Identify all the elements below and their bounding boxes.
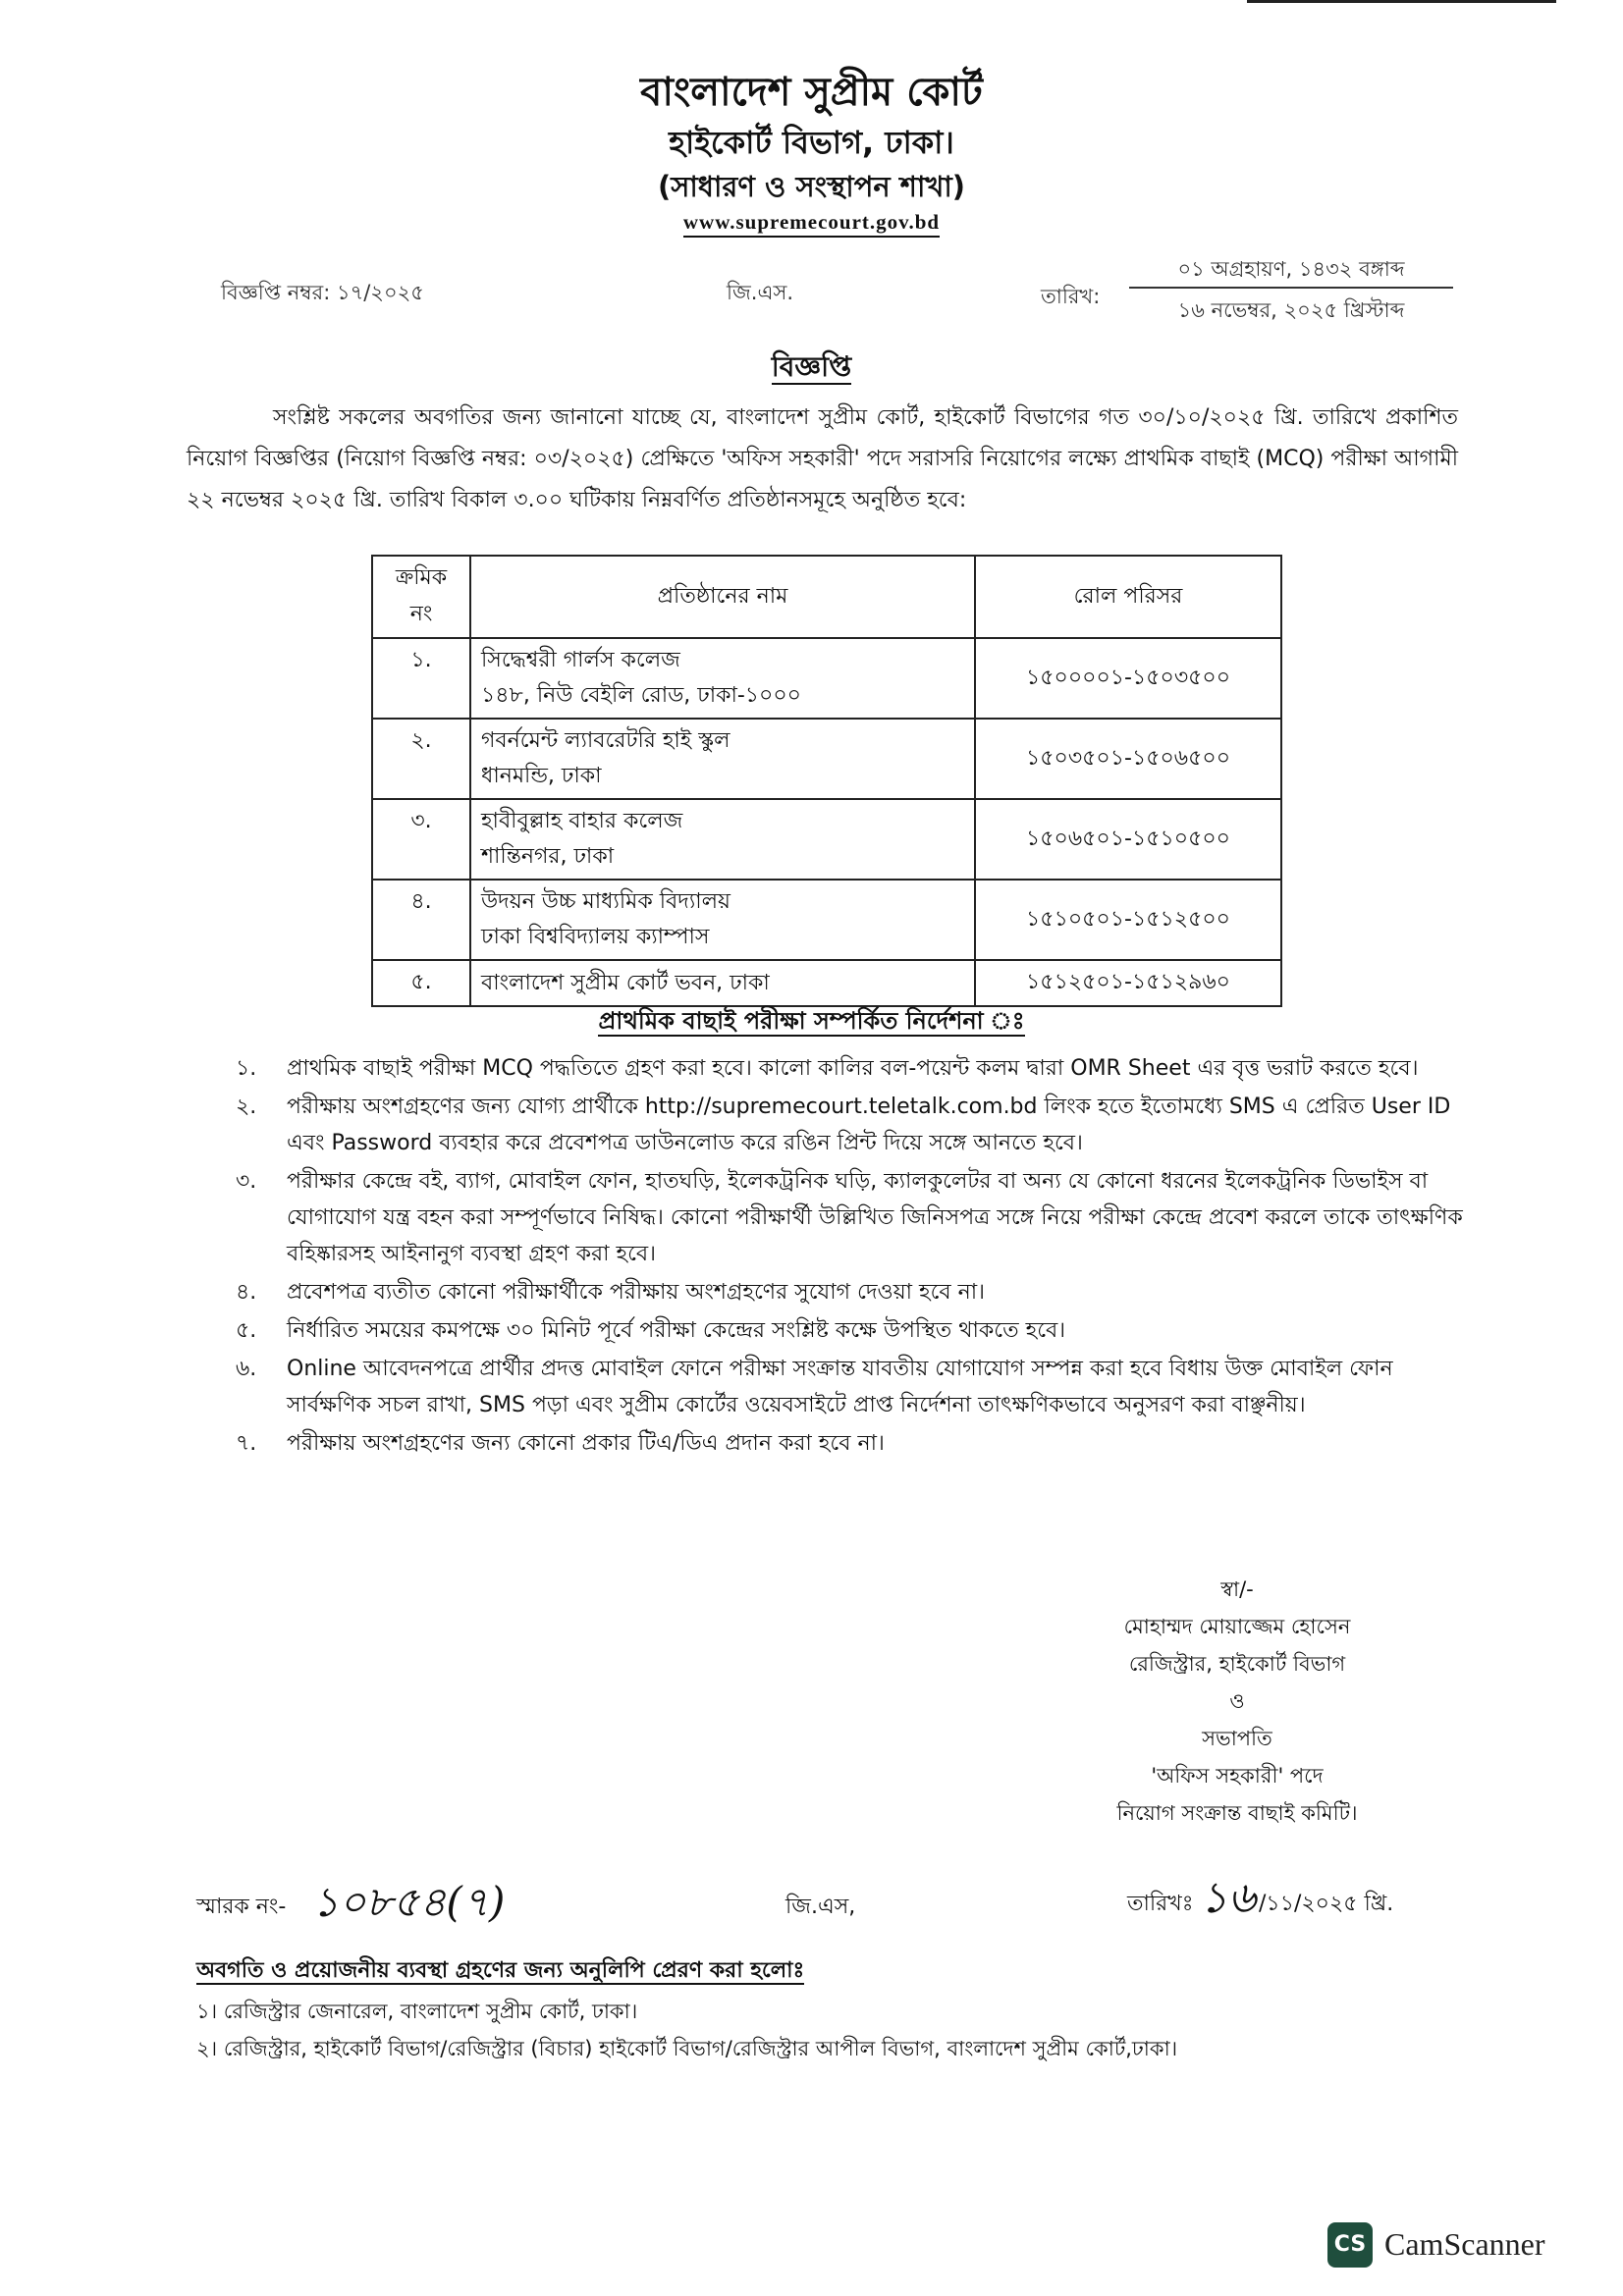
row-serial: ৫. bbox=[372, 960, 470, 1006]
memo-date-label: তারিখঃ bbox=[1127, 1892, 1194, 1916]
venue-table-header-row bbox=[372, 556, 1281, 638]
table-row bbox=[372, 799, 1281, 880]
instructions-title bbox=[0, 1003, 1623, 1042]
row-roll-range: ১৫১০৫০১-১৫১২৫০০ bbox=[975, 880, 1281, 960]
notice-date-english: ১৬ নভেম্বর, ২০২৫ খ্রিস্টাব্দ bbox=[1177, 298, 1405, 322]
item-number: ৭. bbox=[236, 1431, 257, 1456]
item-number: ২. bbox=[236, 1095, 257, 1119]
table-row bbox=[372, 638, 1281, 719]
item-text: প্রবেশপত্র ব্যতীত কোনো পরীক্ষার্থীকে পরীক্ষায় অংশগ্রহণের সুযোগ দেওয়া হবে না। bbox=[287, 1280, 986, 1305]
signatory-designation: রেজিস্ট্রার, হাইকোর্ট বিভাগ bbox=[1128, 1652, 1346, 1676]
item-text: নির্ধারিত সময়ের কমপক্ষে ৩০ মিনিট পূর্বে পরীক্ষা কেন্দ্রের সংশ্লিষ্ট কক্ষে উপস্থিত থাকতে হবে। bbox=[287, 1318, 1066, 1343]
list-item bbox=[236, 1312, 1463, 1349]
row-venue bbox=[470, 638, 975, 719]
col-venue-name: প্রতিষ্ঠানের নাম bbox=[470, 556, 975, 638]
table-row bbox=[372, 719, 1281, 799]
item-text: পরীক্ষায় অংশগ্রহণের জন্য যোগ্য প্রার্থীকে http://supremecourt.teletalk.com.bd লিংক হতে ইতোমধ্যে SMS এ প্রেরিত User ID এবং Password ব্যবহার করে প্রবেশপত্র ডাউনলোড করে রঙিন প্রিন্ট দিয়ে সঙ্গে আনতে হবে। bbox=[287, 1095, 1451, 1155]
memo-number-handwritten: ১০৮৫৪(৭) bbox=[312, 1878, 506, 1926]
table-row bbox=[372, 880, 1281, 960]
date-divider bbox=[1129, 287, 1453, 289]
item-text: Online আবেদনপত্রে প্রার্থীর প্রদত্ত মোবাইল ফোনে পরীক্ষা সংক্রান্ত যাবতীয় যোগাযোগ সম্পন্ন করা হবে বিধায় উক্ত মোবাইল ফোন সার্বক্ষণিক সচল রাখা, SMS পড়া এবং সুপ্রীম কোর্টের ওয়েবসাইটে প্রাপ্ত নির্দেশনা তাৎক্ষণিকভাবে অনুসরণ করা বাঞ্ছনীয়। bbox=[287, 1357, 1393, 1417]
item-number: ৬. bbox=[236, 1357, 257, 1381]
row-roll-range: ১৫০৩৫০১-১৫০৬৫০০ bbox=[975, 719, 1281, 799]
camscanner-text: CamScanner bbox=[1384, 2226, 1545, 2262]
instructions-title-text: প্রাথমিক বাছাই পরীক্ষা সম্পর্কিত নির্দেশনা ঃ bbox=[598, 1007, 1025, 1035]
list-item bbox=[236, 1274, 1463, 1310]
row-roll-range: ১৫০০০০১-১৫০৩৫০০ bbox=[975, 638, 1281, 719]
section-name: (সাধারণ ও সংস্থাপন শাখা) bbox=[657, 170, 966, 203]
division-name: হাইকোর্ট বিভাগ, ঢাকা। bbox=[669, 124, 954, 161]
list-item bbox=[236, 1050, 1463, 1087]
venue-name: গবর্নমেন্ট ল্যাবরেটরি হাই স্কুল bbox=[481, 728, 730, 753]
item-number: ৪. bbox=[236, 1280, 257, 1305]
signed-mark: স্বা/- bbox=[1220, 1577, 1254, 1601]
notice-date-bangla: ০১ অগ্রহায়ণ, ১৪৩২ বঙ্গাব্দ bbox=[1177, 257, 1405, 281]
row-serial: ৪. bbox=[372, 880, 470, 960]
memo-gs: জি.এস, bbox=[785, 1895, 856, 1919]
notice-title bbox=[0, 346, 1623, 392]
row-serial: ৩. bbox=[372, 799, 470, 880]
col-serial: ক্রমিক নং bbox=[372, 556, 470, 638]
venue-name: বাংলাদেশ সুপ্রীম কোর্ট ভবন, ঢাকা bbox=[481, 970, 770, 995]
row-venue bbox=[470, 799, 975, 880]
venue-name: সিদ্ধেশ্বরী গার্লস কলেজ bbox=[481, 648, 680, 672]
item-number: ১. bbox=[236, 1056, 257, 1081]
signatory-and: ও bbox=[1229, 1689, 1245, 1713]
item-number: ৩. bbox=[236, 1169, 257, 1194]
venue-address: শান্তিনগর, ঢাকা bbox=[481, 844, 615, 869]
row-roll-range: ১৫০৬৫০১-১৫১০৫০০ bbox=[975, 799, 1281, 880]
venue-address: ধানমন্ডি, ঢাকা bbox=[481, 764, 602, 788]
copy-title-text: অবগতি ও প্রয়োজনীয় ব্যবস্থা গ্রহণের জন্য অনুলিপি প্রেরণ করা হলোঃ bbox=[196, 1958, 805, 1983]
memo-date-rest: /১১/২০২৫ খ্রি. bbox=[1259, 1892, 1394, 1916]
venue-table bbox=[371, 555, 1282, 1007]
notice-date-label: তারিখ: bbox=[1041, 285, 1101, 308]
website-text: www.supremecourt.gov.bd bbox=[683, 210, 940, 238]
copy-list bbox=[196, 1993, 1473, 2067]
list-item bbox=[236, 1351, 1463, 1423]
row-venue bbox=[470, 880, 975, 960]
memo-label: স্মারক নং- bbox=[196, 1895, 287, 1919]
item-text: পরীক্ষার কেন্দ্রে বই, ব্যাগ, মোবাইল ফোন, হাতঘড়ি, ইলেকট্রনিক ঘড়ি, ক্যালকুলেটর বা অন্য যে কোনো ধরনের ইলেকট্রনিক ডিভাইস বা যোগাযোগ যন্ত্র বহন করা সম্পূর্ণভাবে নিষিদ্ধ। কোনো পরীক্ষার্থী উল্লিখিত জিনিসপত্র সঙ্গে নিয়ে পরীক্ষা কেন্দ্রে প্রবেশ করলে তাকে তাৎক্ষণিক বহিষ্কারসহ আইনানুগ ব্যবস্থা গ্রহণ করা হবে। bbox=[287, 1169, 1463, 1266]
list-item bbox=[236, 1425, 1463, 1462]
item-text: প্রাথমিক বাছাই পরীক্ষা MCQ পদ্ধতিতে গ্রহণ করা হবে। কালো কালির বল-পয়েন্ট কলম দ্বারা OMR Sheet এর বৃত্ত ভরাট করতে হবে। bbox=[287, 1056, 1419, 1081]
signatory-role: সভাপতি bbox=[1202, 1727, 1272, 1750]
venue-address: ঢাকা বিশ্ববিদ্যালয় ক্যাম্পাস bbox=[481, 925, 710, 949]
notice-gs: জি.এস. bbox=[727, 281, 793, 304]
row-venue bbox=[470, 719, 975, 799]
notice-body: সংশ্লিষ্ট সকলের অবগতির জন্য জানানো যাচ্ছে যে, বাংলাদেশ সুপ্রীম কোর্ট, হাইকোর্ট বিভাগের গত ৩০/১০/২০২৫ খ্রি. তারিখে প্রকাশিত নিয়োগ বিজ্ঞপ্তির (নিয়োগ বিজ্ঞপ্তি নম্বর: ০৩/২০২৫) প্রেক্ষিতে 'অফিস সহকারী' পদে সরাসরি নিয়োগের লক্ষ্যে প্রাথমিক বাছাই (MCQ) পরীক্ষা আগামী ২২ নভেম্বর ২০২৫ খ্রি. তারিখ বিকাল ৩.০০ ঘটিকায় নিম্নবর্ণিত প্রতিষ্ঠানসমূহে অনুষ্ঠিত হবে: bbox=[187, 405, 1458, 512]
signatory-post: 'অফিস সহকারী' পদে bbox=[1151, 1764, 1324, 1788]
instructions-list bbox=[236, 1050, 1463, 1464]
list-item: ২। রেজিস্ট্রার, হাইকোর্ট বিভাগ/রেজিস্ট্রার (বিচার) হাইকোর্ট বিভাগ/রেজিস্ট্রার আপীল বিভাগ, বাংলাদেশ সুপ্রীম কোর্ট,ঢাকা। bbox=[196, 2037, 1178, 2060]
item-text: পরীক্ষায় অংশগ্রহণের জন্য কোনো প্রকার টিএ/ডিএ প্রদান করা হবে না। bbox=[287, 1431, 885, 1456]
signatory-name: মোহাম্মদ মোয়াজ্জেম হোসেন bbox=[1123, 1615, 1351, 1638]
row-serial: ১. bbox=[372, 638, 470, 719]
copy-title bbox=[196, 1953, 804, 1990]
website-link[interactable] bbox=[0, 210, 1623, 235]
venue-name: হাবীবুল্লাহ বাহার কলেজ bbox=[481, 809, 683, 833]
row-venue bbox=[470, 960, 975, 1006]
notice-number: বিজ্ঞপ্তি নম্বর: ১৭/২০২৫ bbox=[221, 281, 424, 304]
notice-title-text: বিজ্ঞপ্তি bbox=[771, 350, 852, 383]
camscanner-logo-icon: CS bbox=[1327, 2222, 1373, 2268]
venue-address: ১৪৮, নিউ বেইলি রোড, ঢাকা-১০০০ bbox=[481, 683, 801, 708]
row-roll-range: ১৫১২৫০১-১৫১২৯৬০ bbox=[975, 960, 1281, 1006]
signature-block bbox=[1031, 1571, 1443, 1832]
memo-date-day-handwritten: ১৬ bbox=[1200, 1873, 1257, 1923]
list-item: ১। রেজিস্ট্রার জেনারেল, বাংলাদেশ সুপ্রীম কোর্ট, ঢাকা। bbox=[196, 2000, 638, 2023]
list-item bbox=[236, 1163, 1463, 1272]
venue-name: উদয়ন উচ্চ মাধ্যমিক বিদ্যালয় bbox=[481, 889, 730, 914]
row-serial: ২. bbox=[372, 719, 470, 799]
col-roll-range: রোল পরিসর bbox=[975, 556, 1281, 638]
item-number: ৫. bbox=[236, 1318, 257, 1343]
org-name: বাংলাদেশ সুপ্রীম কোর্ট bbox=[640, 70, 983, 115]
table-row bbox=[372, 960, 1281, 1006]
signatory-committee: নিয়োগ সংক্রান্ত বাছাই কমিটি। bbox=[1116, 1801, 1358, 1825]
top-border-line bbox=[1247, 0, 1556, 3]
list-item bbox=[236, 1089, 1463, 1161]
